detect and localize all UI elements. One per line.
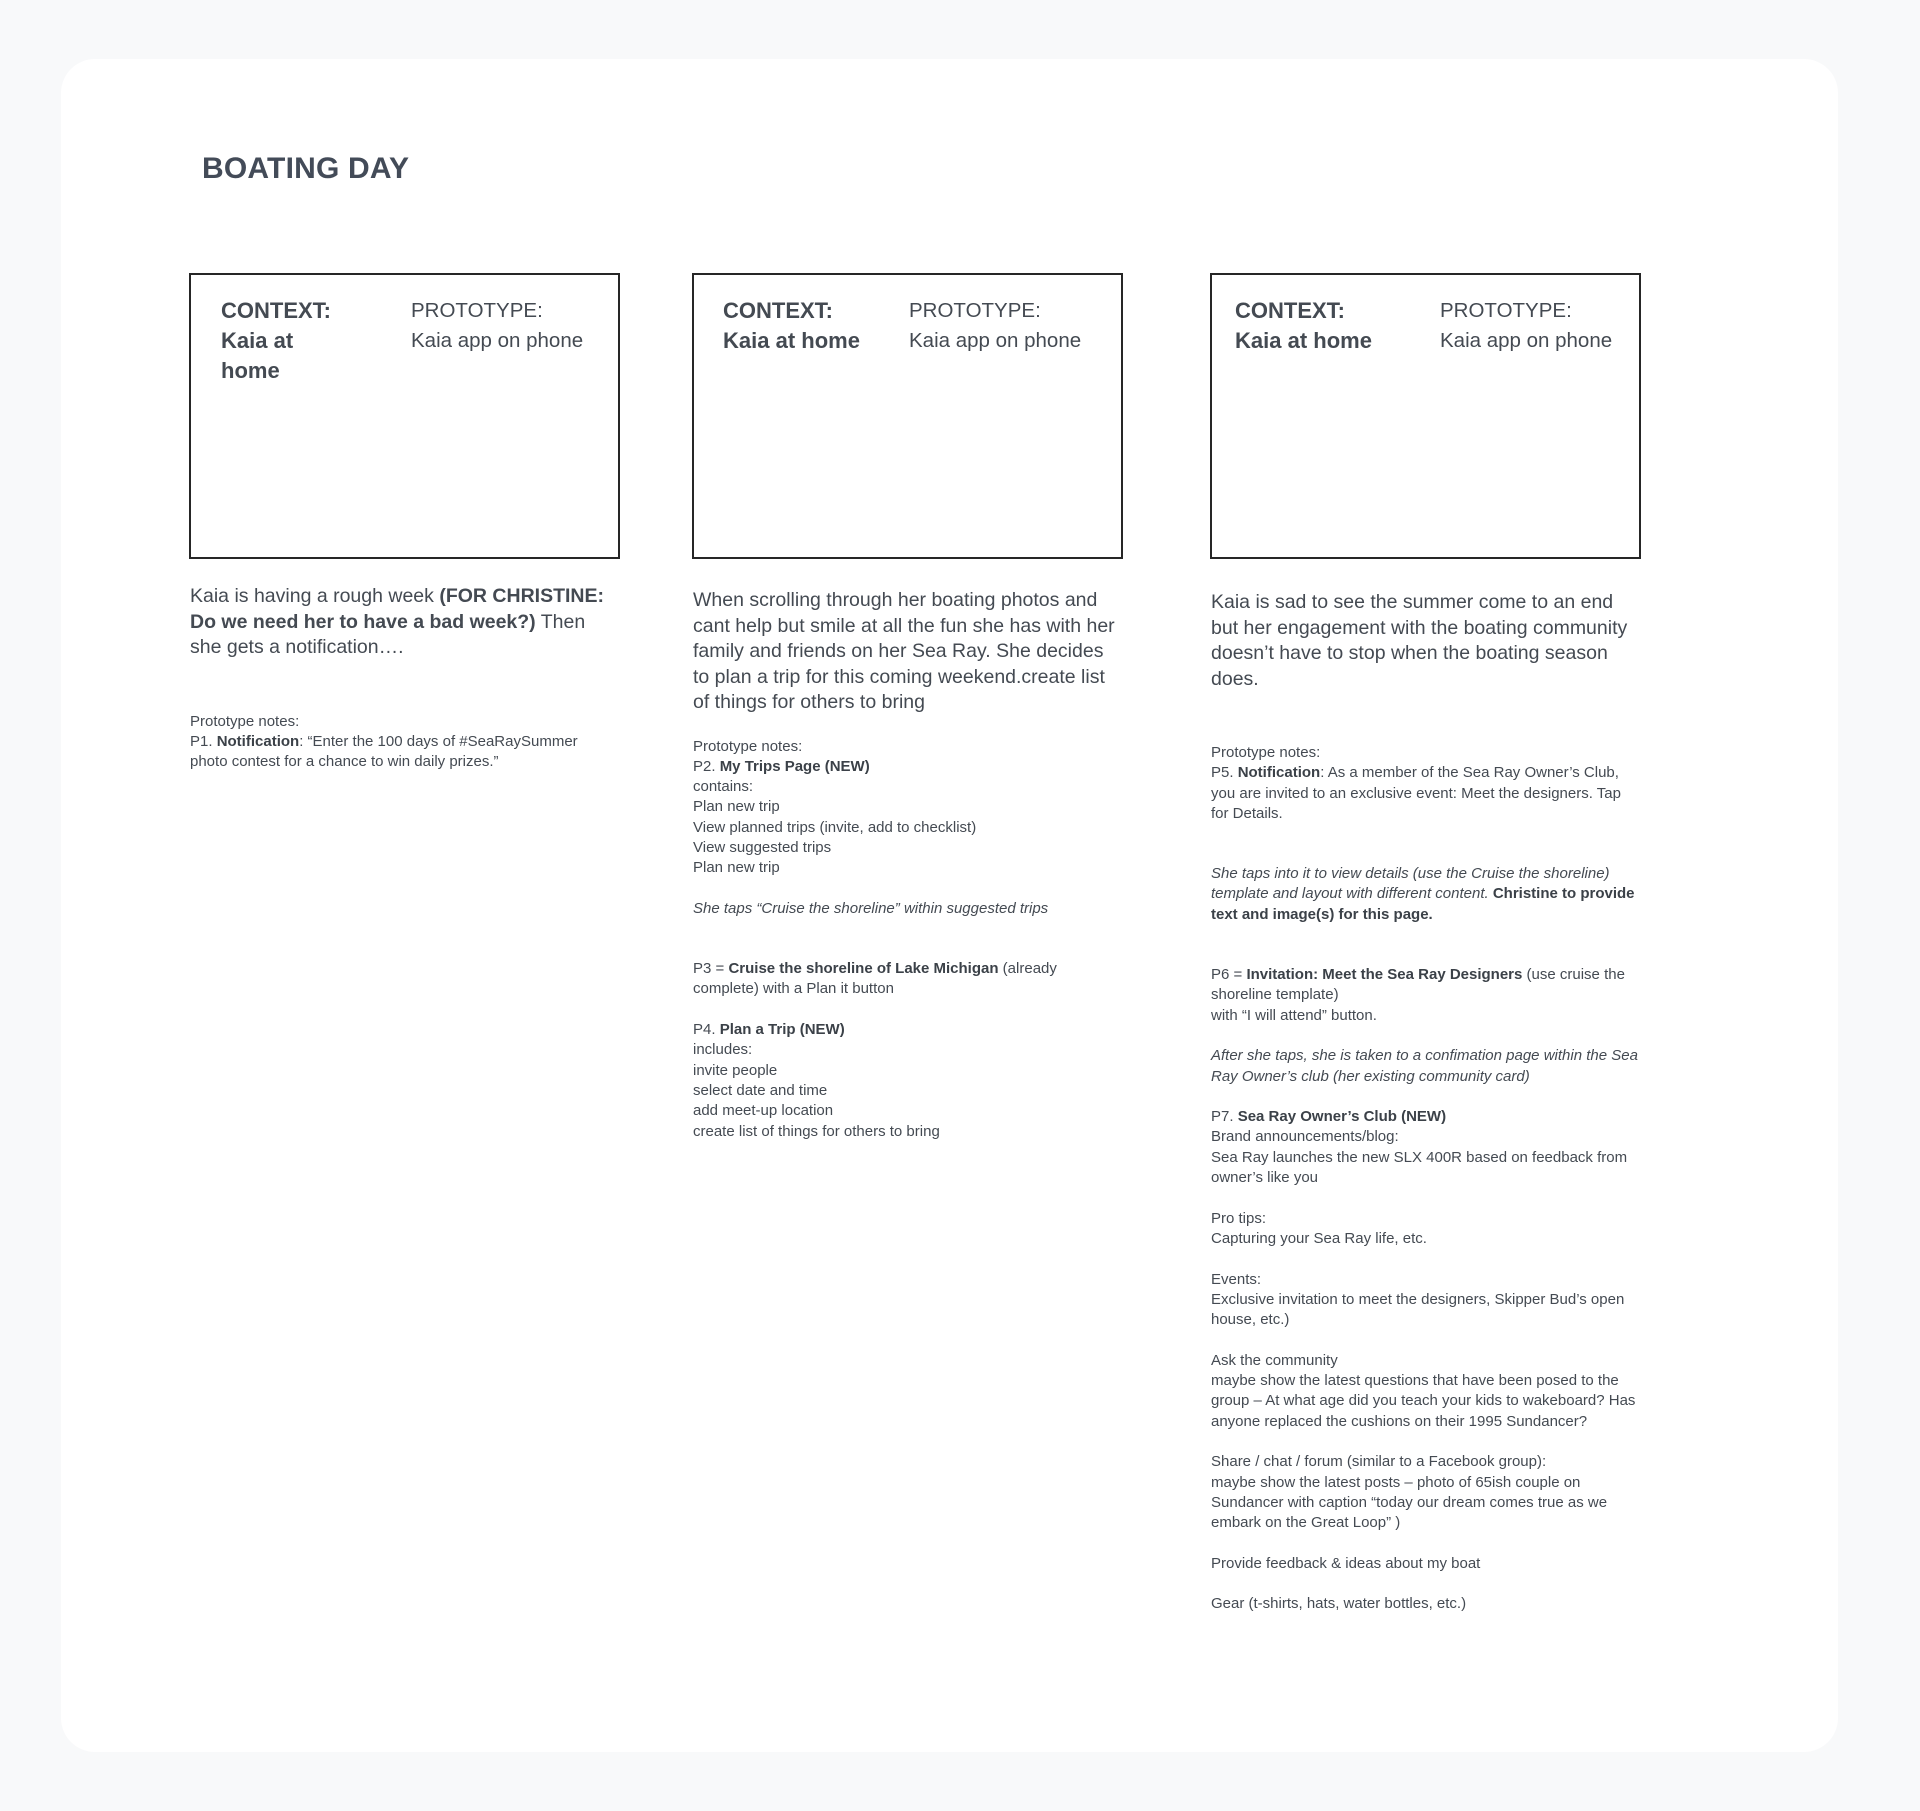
note-p6-italic: After she taps, she is taken to a confimation page within the Sea Ray Owner’s club (her existing community card): [1211, 1047, 1638, 1085]
note-p2-item: View suggested trips: [693, 838, 832, 856]
note-p2-item: Plan new trip: [693, 798, 780, 816]
prototype-notes: [1211, 743, 1641, 1615]
note-p1: P1. Notification: “Enter the 100 days of #SeaRaySummer photo contest for a chance to win daily prizes.”: [190, 732, 578, 771]
note-p6-line2: with “I will attend” button.: [1211, 1006, 1377, 1024]
note-p7-gear: Gear (t-shirts, hats, water bottles, etc.): [1211, 1595, 1467, 1613]
storyboard-frame-1: [189, 273, 620, 559]
notes-label: Prototype notes:: [693, 737, 803, 755]
notes-label: Prototype notes:: [190, 712, 300, 730]
note-p7-events-head: Events:: [1211, 1270, 1262, 1288]
note-p2-item: contains:: [693, 778, 754, 796]
prototype-label: PROTOTYPE: Kaia app on phone: [411, 299, 584, 352]
scene-summary: When scrolling through her boating photos and cant help but smile at all the fun she has with her family and friends on her Sea Ray. She decides to plan a trip for this coming weekend.create list of things for others to bring: [693, 589, 1115, 713]
context-label: CONTEXT: Kaia at home: [221, 298, 331, 383]
note-p4: P4. Plan a Trip (NEW): [693, 1021, 845, 1039]
scene-column-1: [190, 584, 610, 772]
scene-column-2: [693, 588, 1123, 1142]
note-p7-events-body: Exclusive invitation to meet the designers, Skipper Bud’s open house, etc.): [1211, 1290, 1625, 1329]
storyboard-frame-2: [692, 273, 1123, 559]
scene-summary: Kaia is having a rough week (FOR CHRISTINE: Do we need her to have a bad week?) Then she gets a notification….: [190, 585, 604, 658]
note-p4-item: invite people: [693, 1061, 778, 1079]
note-p4-item: create list of things for others to bring: [693, 1122, 940, 1140]
note-p4-item: select date and time: [693, 1081, 828, 1099]
note-p5-italic: She taps into it to view details (use the Cruise the shoreline) template and layout with different content. Christine to provide text and image(s) for this page.: [1211, 865, 1635, 923]
context-label: CONTEXT: Kaia at home: [723, 298, 860, 353]
note-p7-brand-head: Brand announcements/blog:: [1211, 1128, 1399, 1146]
note-p2-item: Plan new trip: [693, 859, 780, 877]
storyboard-frame-3: [1210, 273, 1641, 559]
note-p3: P3 = Cruise the shoreline of Lake Michigan (already complete) with a Plan it button: [693, 960, 1057, 998]
prototype-notes: [693, 737, 1123, 1142]
note-p4-item: includes:: [693, 1041, 753, 1059]
note-p4-item: add meet-up location: [693, 1102, 834, 1120]
note-p7-tips-head: Pro tips:: [1211, 1209, 1267, 1227]
prototype-notes: [190, 712, 610, 773]
note-p6: P6 = Invitation: Meet the Sea Ray Designers (use cruise the shoreline template): [1211, 966, 1625, 1004]
prototype-label: PROTOTYPE: Kaia app on phone: [909, 299, 1082, 352]
note-p7: P7. Sea Ray Owner’s Club (NEW): [1211, 1108, 1447, 1126]
note-p7-brand-body: Sea Ray launches the new SLX 400R based on feedback from owner’s like you: [1211, 1148, 1628, 1187]
page-title: BOATING DAY: [202, 152, 410, 185]
note-p2-item: View planned trips (invite, add to checklist): [693, 818, 977, 836]
note-p7-share-head: Share / chat / forum (similar to a Facebook group):: [1211, 1453, 1547, 1471]
note-p7-ask-body: maybe show the latest questions that have been posed to the group – At what age did you teach your kids to wakeboard? Has anyone replaced the cushions on their 1995 Sundancer?: [1211, 1372, 1636, 1430]
note-p2: P2. My Trips Page (NEW): [693, 757, 870, 775]
scene-summary: Kaia is sad to see the summer come to an end but her engagement with the boating community doesn’t have to stop when the boating season does.: [1211, 591, 1628, 690]
note-p7-tips-body: Capturing your Sea Ray life, etc.: [1211, 1229, 1427, 1247]
notes-label: Prototype notes:: [1211, 744, 1321, 761]
note-p2-italic: She taps “Cruise the shoreline” within suggested trips: [693, 899, 1049, 917]
context-label: CONTEXT: Kaia at home: [1235, 298, 1372, 353]
prototype-label: PROTOTYPE: Kaia app on phone: [1440, 299, 1613, 352]
note-p5: P5. Notification: As a member of the Sea Ray Owner’s Club, you are invited to an exclusive event: Meet the designers. Tap for Details.: [1211, 764, 1621, 822]
scene-column-3: [1211, 590, 1641, 1615]
note-p7-ask-head: Ask the community: [1211, 1351, 1338, 1369]
note-p7-share-body: maybe show the latest posts – photo of 65ish couple on Sundancer with caption “today our dream comes true as we embark on the Great Loop” ): [1211, 1473, 1608, 1532]
note-p7-feedback: Provide feedback & ideas about my boat: [1211, 1554, 1481, 1572]
